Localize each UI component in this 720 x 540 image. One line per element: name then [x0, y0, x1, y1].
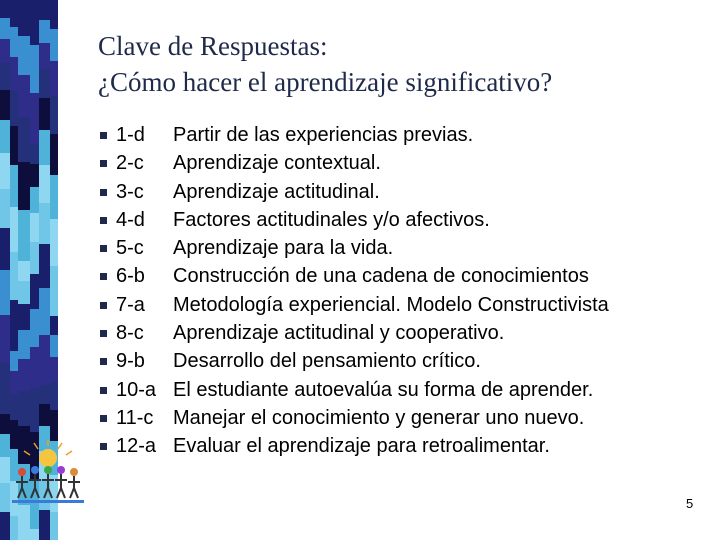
answer-text: Factores actitudinales y/o afectivos.: [173, 208, 490, 231]
answer-code: 2-c: [116, 152, 144, 175]
stripe-block: [30, 529, 39, 540]
stripe-block: [30, 309, 39, 347]
stripe-block: [10, 252, 18, 300]
stripe-block: [30, 213, 39, 242]
answer-text: Evaluar el aprendizaje para retroalimentar.: [173, 435, 550, 458]
square-bullet-icon: [100, 189, 107, 196]
stripe-block: [0, 63, 10, 90]
stripe-block: [0, 90, 10, 120]
stripe-block: [39, 165, 50, 203]
stripe-block: [50, 0, 58, 29]
answer-text: Manejar el conocimiento y generar uno nuevo.: [173, 406, 585, 429]
stripe-block: [50, 316, 58, 335]
stripe-block: [50, 266, 58, 316]
stripe-block: [0, 153, 10, 189]
square-bullet-icon: [100, 160, 107, 167]
title-line-2: ¿Cómo hacer el aprendizaje significativo?: [98, 67, 553, 97]
answer-text: Aprendizaje para la vida.: [173, 237, 394, 260]
stripe-block: [39, 244, 50, 288]
stripe-block: [50, 357, 58, 382]
stripe-block: [10, 165, 18, 207]
stripe-block: [18, 304, 30, 330]
stripe-block: [0, 0, 10, 18]
square-bullet-icon: [100, 302, 107, 309]
stripe-block: [50, 134, 58, 175]
answer-code: 4-d: [116, 208, 145, 231]
stripe-block: [10, 126, 18, 165]
square-bullet-icon: [100, 217, 107, 224]
children-logo-icon: [8, 440, 88, 504]
stripe-block: [50, 382, 58, 410]
stripe-block: [30, 274, 39, 309]
stripe-block: [39, 0, 50, 20]
stripe-block: [30, 347, 39, 388]
square-bullet-icon: [100, 415, 107, 422]
stripe-block: [39, 130, 50, 165]
answer-text: El estudiante autoevalúa su forma de aprender.: [173, 378, 594, 401]
stripe-block: [10, 371, 18, 394]
answer-code: 9-b: [116, 350, 145, 373]
stripe-block: [10, 300, 18, 351]
square-bullet-icon: [100, 245, 107, 252]
answer-text: Construcción de una cadena de conocimientos: [173, 265, 589, 288]
stripe-block: [18, 281, 30, 304]
stripe-block: [39, 43, 50, 69]
stripe-block: [10, 516, 18, 540]
answer-text: Desarrollo del pensamiento crítico.: [173, 350, 481, 373]
stripe-block: [0, 414, 10, 434]
stripe-block: [39, 20, 50, 43]
stripe-block: [39, 335, 50, 385]
answer-code: 8-c: [116, 322, 144, 345]
stripe-block: [30, 93, 39, 144]
answer-text: Aprendizaje actitudinal.: [173, 180, 380, 203]
square-bullet-icon: [100, 387, 107, 394]
stripe-block: [39, 404, 50, 426]
stripe-block: [18, 0, 30, 36]
answer-code: 11-c: [116, 406, 154, 429]
stripe-block: [18, 36, 30, 75]
stripe-block: [0, 270, 10, 315]
answer-text: Aprendizaje contextual.: [173, 152, 381, 175]
stripe-block: [0, 39, 10, 63]
stripe-block: [0, 363, 10, 414]
stripe-block: [39, 203, 50, 244]
answer-text: Metodología experiencial. Modelo Constructivista: [173, 293, 609, 316]
stripe-block: [0, 189, 10, 228]
stripe-block: [10, 207, 18, 252]
answer-text: Partir de las experiencias previas.: [173, 124, 474, 146]
stripe-block: [18, 391, 30, 426]
stripe-block: [30, 144, 39, 164]
stripe-block: [0, 315, 10, 363]
stripe-block: [10, 394, 18, 420]
stripe-block: [39, 288, 50, 335]
stripe-block: [30, 388, 39, 432]
stripe-block: [0, 120, 10, 153]
stripe-block: [30, 45, 39, 93]
stripe-block: [0, 228, 10, 270]
stripe-block: [50, 175, 58, 219]
square-bullet-icon: [100, 273, 107, 280]
stripe-block: [0, 512, 10, 540]
answer-code: 3-c: [116, 180, 144, 203]
answer-code: 5-c: [116, 237, 144, 260]
stripe-block: [10, 0, 18, 27]
stripe-block: [50, 61, 58, 96]
square-bullet-icon: [100, 443, 107, 450]
stripe-block: [30, 164, 39, 187]
stripe-block: [0, 18, 10, 39]
stripe-block: [39, 510, 50, 540]
stripe-block: [10, 27, 18, 57]
stripe-block: [18, 162, 30, 210]
stripe-block: [18, 330, 30, 359]
stripe-block: [50, 335, 58, 357]
stripe-block: [50, 96, 58, 134]
stripe-block: [18, 117, 30, 162]
stripe-block: [18, 505, 30, 540]
stripe-block: [39, 385, 50, 404]
stripe-block: [18, 359, 30, 391]
stripe-block: [18, 261, 30, 281]
stripe-block: [50, 410, 58, 441]
stripe-block: [18, 210, 30, 261]
answer-code: 10-a: [116, 378, 157, 401]
answer-code: 6-b: [116, 265, 145, 288]
stripe-block: [39, 98, 50, 130]
page-number: 5: [686, 496, 694, 511]
stripe-block: [39, 69, 50, 98]
stripe-block: [30, 187, 39, 213]
square-bullet-icon: [100, 132, 107, 139]
square-bullet-icon: [100, 358, 107, 365]
answer-code: 7-a: [116, 293, 145, 316]
answer-text: Aprendizaje actitudinal y cooperativo.: [173, 322, 505, 345]
answer-code: 1-d: [116, 124, 145, 146]
slide-title: [98, 28, 552, 100]
stripe-block: [10, 351, 18, 371]
stripe-block: [30, 242, 39, 274]
stripe-block: [30, 0, 39, 45]
stripe-block: [50, 512, 58, 540]
stripe-block: [10, 90, 18, 126]
stripe-block: [50, 219, 58, 266]
title-line-1: Clave de Respuestas:: [98, 31, 328, 61]
stripe-block: [50, 29, 58, 61]
answer-code: 12-a: [116, 435, 157, 458]
stripe-block: [18, 75, 30, 117]
square-bullet-icon: [100, 330, 107, 337]
stripe-block: [10, 57, 18, 90]
